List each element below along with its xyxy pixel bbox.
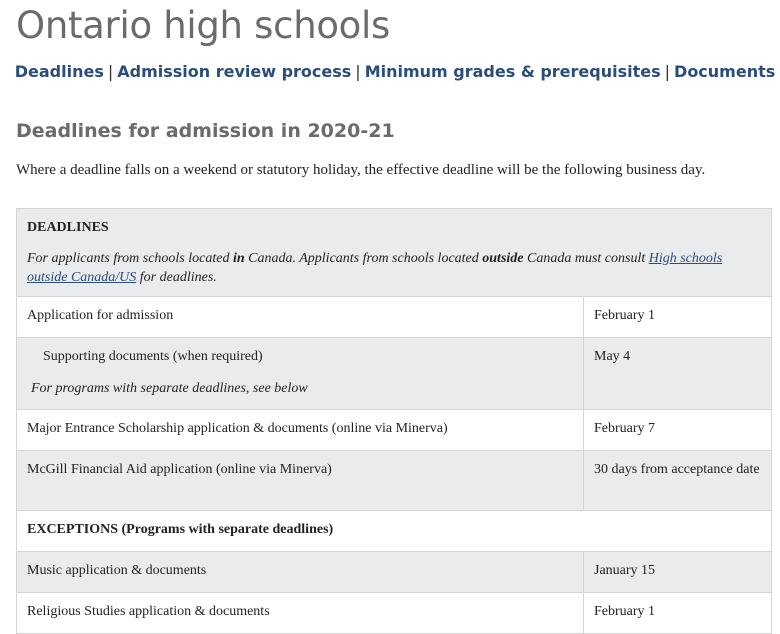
nav-separator: | (355, 62, 361, 81)
table-row (17, 297, 772, 338)
table-row (17, 451, 772, 511)
row-date: February 1 (584, 593, 772, 634)
table-intro (27, 249, 761, 287)
row-date: May 4 (584, 338, 772, 410)
table-row (17, 552, 772, 593)
row-date: February 7 (584, 410, 772, 451)
section-title: Deadlines for admission in 2020-21 (16, 120, 395, 142)
row-sublabel: For programs with separate deadlines, see below (31, 381, 308, 396)
table-header: DEADLINES (27, 220, 109, 235)
intro-text: for deadlines. (136, 270, 217, 285)
row-date: January 15 (584, 552, 772, 593)
nav-link-documents[interactable]: Documents (674, 62, 776, 81)
table-row (17, 593, 772, 634)
nav-link-minimum-grades[interactable]: Minimum grades & prerequisites (364, 62, 661, 81)
intro-bold-outside: outside (482, 251, 524, 266)
nav-link-admission-review[interactable]: Admission review process (117, 62, 352, 81)
outside-canada-link[interactable]: High schools outside Canada/US (27, 251, 723, 285)
page-title: Ontario high schools (16, 4, 390, 47)
intro-bold-in: in (232, 251, 245, 266)
row-label-cell (17, 338, 584, 410)
exceptions-header (17, 511, 772, 552)
deadlines-table (16, 208, 772, 634)
row-label: Application for admission (17, 297, 584, 338)
deadline-note: Where a deadline falls on a weekend or statutory holiday, the effective deadline will be the following business day. (16, 162, 706, 178)
table-row (17, 410, 772, 451)
row-label: Music application & documents (17, 552, 584, 593)
row-label: McGill Financial Aid application (online via Minerva) (17, 451, 584, 511)
row-date: 30 days from acceptance date (584, 451, 772, 511)
row-label: Supporting documents (when required) (43, 349, 263, 364)
row-label: Religious Studies application & documents (17, 593, 584, 634)
nav-link-deadlines[interactable]: Deadlines (14, 62, 104, 81)
exceptions-header-row (17, 511, 772, 552)
exceptions-header-text: EXCEPTIONS (Programs with separate deadlines) (27, 522, 334, 537)
section-nav (0, 62, 780, 81)
table-row (17, 338, 772, 410)
table-header-row (17, 209, 772, 297)
table-header-cell (17, 209, 772, 297)
nav-separator: | (664, 62, 671, 81)
intro-text: Canada must consult (523, 251, 649, 266)
row-date: February 1 (584, 297, 772, 338)
row-label: Major Entrance Scholarship application & documents (online via Minerva) (17, 410, 584, 451)
intro-text: For applicants from schools located (27, 251, 233, 266)
intro-text: Canada. Applicants from schools located (244, 251, 483, 266)
nav-separator: | (107, 62, 114, 81)
